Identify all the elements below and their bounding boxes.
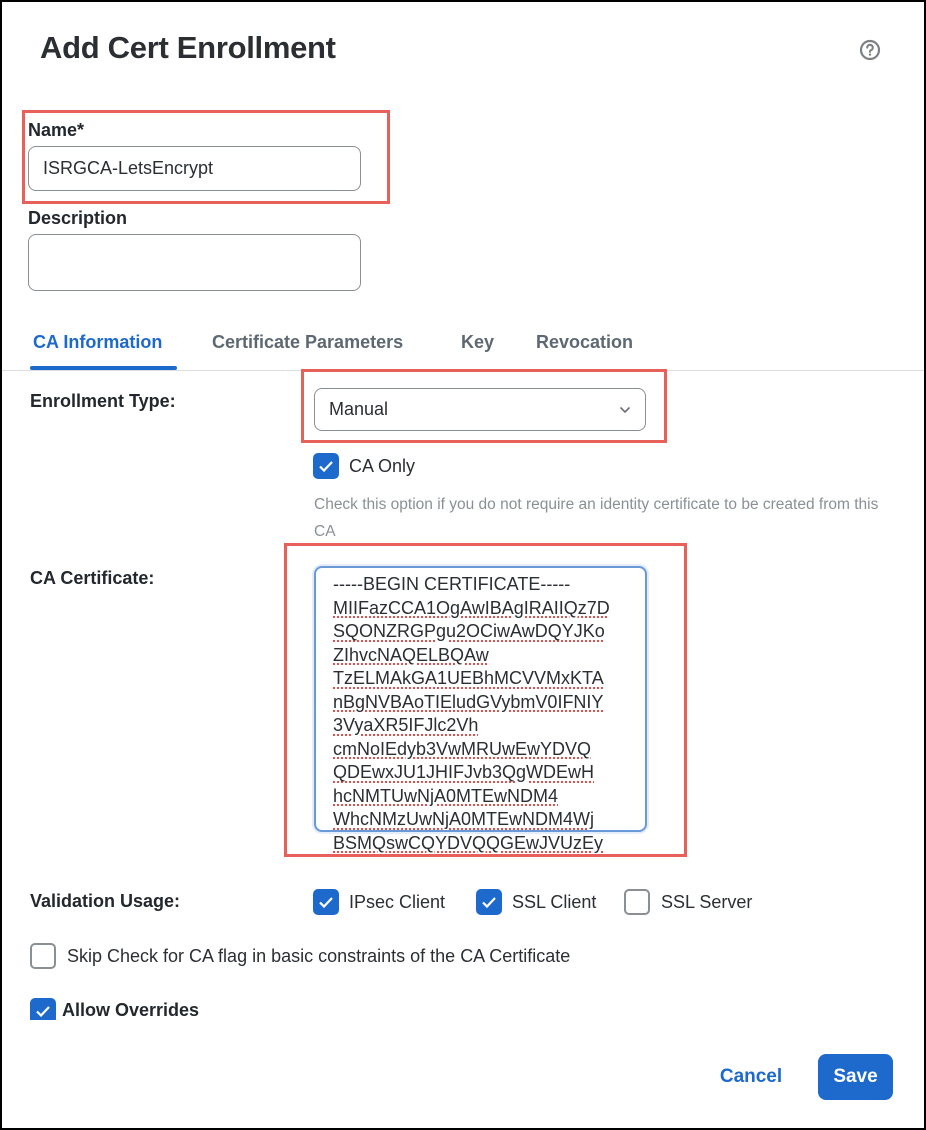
cert-line: ZIhvcNAQELBQAw: [333, 644, 489, 665]
tab-ca-information[interactable]: CA Information: [33, 332, 163, 352]
tab-key[interactable]: Key: [461, 332, 495, 352]
add-cert-enrollment-dialog: [2, 2, 924, 1128]
tab-certificate-parameters[interactable]: Certificate Parameters: [212, 332, 404, 352]
ssl-client-checkbox[interactable]: [476, 889, 502, 915]
ssl-server-checkbox[interactable]: [624, 889, 650, 915]
cert-line: -----BEGIN CERTIFICATE-----: [333, 574, 571, 594]
validation-usage-label: Validation Usage:: [30, 891, 181, 911]
ipsec-client-checkbox[interactable]: [313, 889, 339, 915]
ssl-server-label: SSL Server: [661, 892, 753, 912]
help-circle-icon[interactable]: [859, 39, 881, 61]
cert-line: hcNMTUwNjA0MTEwNDM4: [333, 785, 559, 806]
ca-only-checkbox[interactable]: [313, 453, 339, 479]
active-tab-indicator: [30, 366, 177, 370]
cert-line: 3VyaXR5IFJlc2Vh: [333, 715, 479, 735]
ca-certificate-textarea[interactable]: [314, 566, 647, 853]
cert-line: SQONZRGPgu2OCiwAwDQYJKo: [333, 621, 605, 641]
save-button[interactable]: Save: [818, 1054, 893, 1100]
cert-line: BSMQswCQYDVQQGEwJVUzEy: [333, 832, 604, 853]
checkmark-icon: [481, 896, 497, 909]
dialog-title: Add Cert Enrollment: [40, 30, 336, 65]
ca-only-label: CA Only: [349, 456, 416, 476]
description-input[interactable]: [28, 234, 361, 291]
tab-bar: [2, 320, 924, 371]
checkmark-icon: [318, 896, 334, 909]
tab-revocation[interactable]: Revocation: [536, 332, 634, 352]
cert-line: MIIFazCCA1OgAwIBAgIRAIIQz7D: [333, 597, 610, 618]
name-label: Name*: [28, 120, 85, 140]
skip-check-label: Skip Check for CA flag in basic constraints of the CA Certificate: [67, 946, 571, 966]
cert-line: TzELMAkGA1UEBhMCVVMxKTA: [333, 668, 604, 688]
cert-line: nBgNVBAoTIEludGVybmV0IFNIY: [333, 691, 604, 712]
allow-overrides-label: Allow Overrides: [62, 1000, 200, 1020]
name-input[interactable]: [28, 146, 361, 191]
enrollment-type-label: Enrollment Type:: [30, 391, 176, 411]
enrollment-type-value: Manual: [329, 399, 389, 419]
cert-line: cmNoIEdyb3VwMRUwEwYDVQ: [333, 738, 592, 759]
chevron-down-icon: [619, 406, 631, 414]
description-label: Description: [28, 208, 128, 228]
ssl-client-label: SSL Client: [512, 892, 597, 912]
cert-line: QDEwxJU1JHIFJvb3QgWDEwH: [333, 762, 595, 782]
enrollment-type-select[interactable]: [314, 388, 646, 431]
ca-certificate-label: CA Certificate:: [30, 568, 155, 588]
ipsec-client-label: IPsec Client: [349, 892, 446, 912]
ca-only-hint: Check this option if you do not require an identity certificate to be created from this CA: [314, 496, 879, 540]
cert-line: WhcNMzUwNjA0MTEwNDM4Wj: [333, 809, 594, 829]
checkmark-icon: [35, 1005, 51, 1018]
checkmark-icon: [318, 460, 334, 473]
skip-check-checkbox[interactable]: [30, 943, 56, 969]
cancel-button[interactable]: Cancel: [705, 1058, 797, 1096]
